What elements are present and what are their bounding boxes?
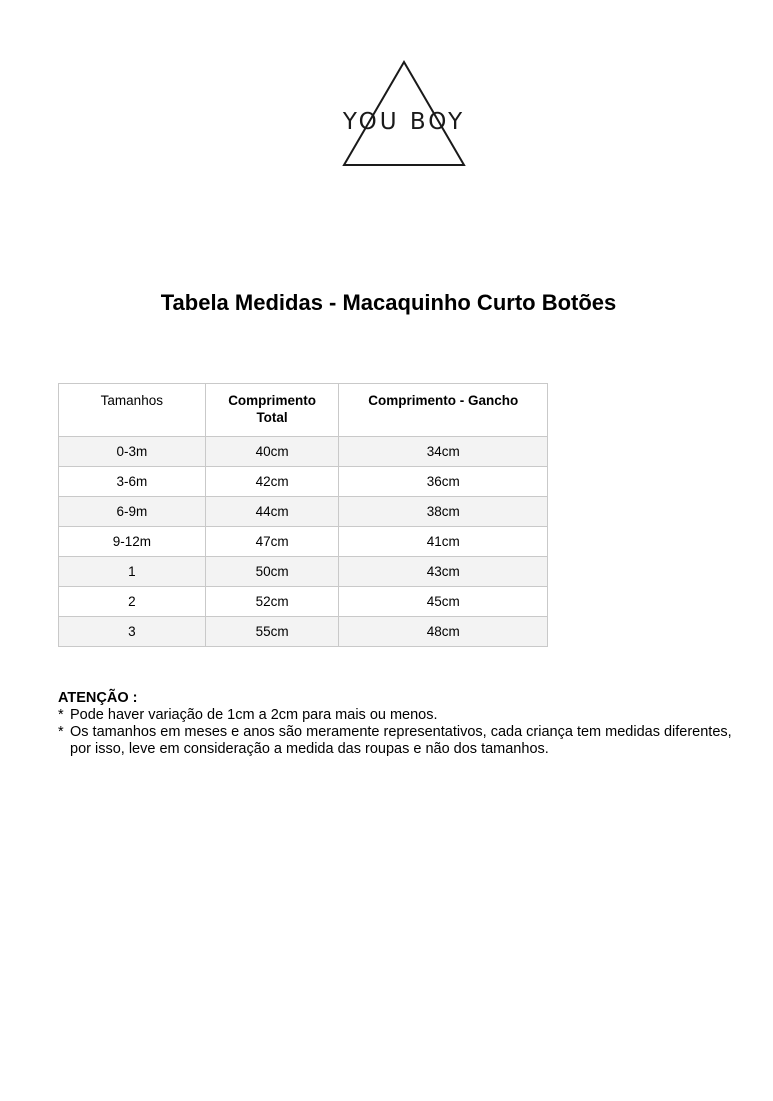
note-item — [58, 707, 738, 724]
size-cell: 3-6m — [59, 467, 206, 497]
size-table — [58, 383, 548, 647]
crotch-length-cell: 38cm — [339, 497, 548, 527]
size-cell: 2 — [59, 587, 206, 617]
total-length-cell: 40cm — [205, 437, 339, 467]
total-length-cell: 42cm — [205, 467, 339, 497]
crotch-length-cell: 45cm — [339, 587, 548, 617]
note-bullet: * — [58, 724, 64, 740]
note-text: Pode haver variação de 1cm a 2cm para mais ou menos. — [70, 707, 438, 723]
total-length-cell: 55cm — [205, 617, 339, 647]
size-cell: 9-12m — [59, 527, 206, 557]
crotch-length-cell: 43cm — [339, 557, 548, 587]
total-length-cell: 50cm — [205, 557, 339, 587]
total-length-cell: 52cm — [205, 587, 339, 617]
crotch-length-cell: 34cm — [339, 437, 548, 467]
column-header-total-length: Comprimento Total — [205, 384, 339, 437]
table-row — [59, 437, 548, 467]
brand-name: YOU BOY — [342, 109, 466, 135]
table-row — [59, 527, 548, 557]
table-row — [59, 617, 548, 647]
column-header-sizes: Tamanhos — [59, 384, 206, 437]
size-cell: 1 — [59, 557, 206, 587]
size-cell: 6-9m — [59, 497, 206, 527]
column-header-crotch-length: Comprimento - Gancho — [339, 384, 548, 437]
table-row — [59, 497, 548, 527]
brand-logo — [336, 58, 472, 170]
table-row — [59, 467, 548, 497]
crotch-length-cell: 36cm — [339, 467, 548, 497]
crotch-length-cell: 48cm — [339, 617, 548, 647]
note-text: Os tamanhos em meses e anos são meramente representativos, cada criança tem medidas diferentes, por isso, leve em consideração a medida das roupas e não dos tamanhos. — [70, 724, 732, 757]
note-bullet: * — [58, 707, 64, 723]
size-cell: 3 — [59, 617, 206, 647]
table-header-row — [59, 384, 548, 437]
notes-heading: ATENÇÃO : — [58, 690, 138, 706]
attention-notes — [58, 690, 738, 758]
total-length-cell: 47cm — [205, 527, 339, 557]
size-cell: 0-3m — [59, 437, 206, 467]
crotch-length-cell: 41cm — [339, 527, 548, 557]
page-title: Tabela Medidas - Macaquinho Curto Botões — [160, 290, 617, 315]
note-item — [58, 724, 738, 758]
table-row — [59, 557, 548, 587]
total-length-cell: 44cm — [205, 497, 339, 527]
table-row — [59, 587, 548, 617]
